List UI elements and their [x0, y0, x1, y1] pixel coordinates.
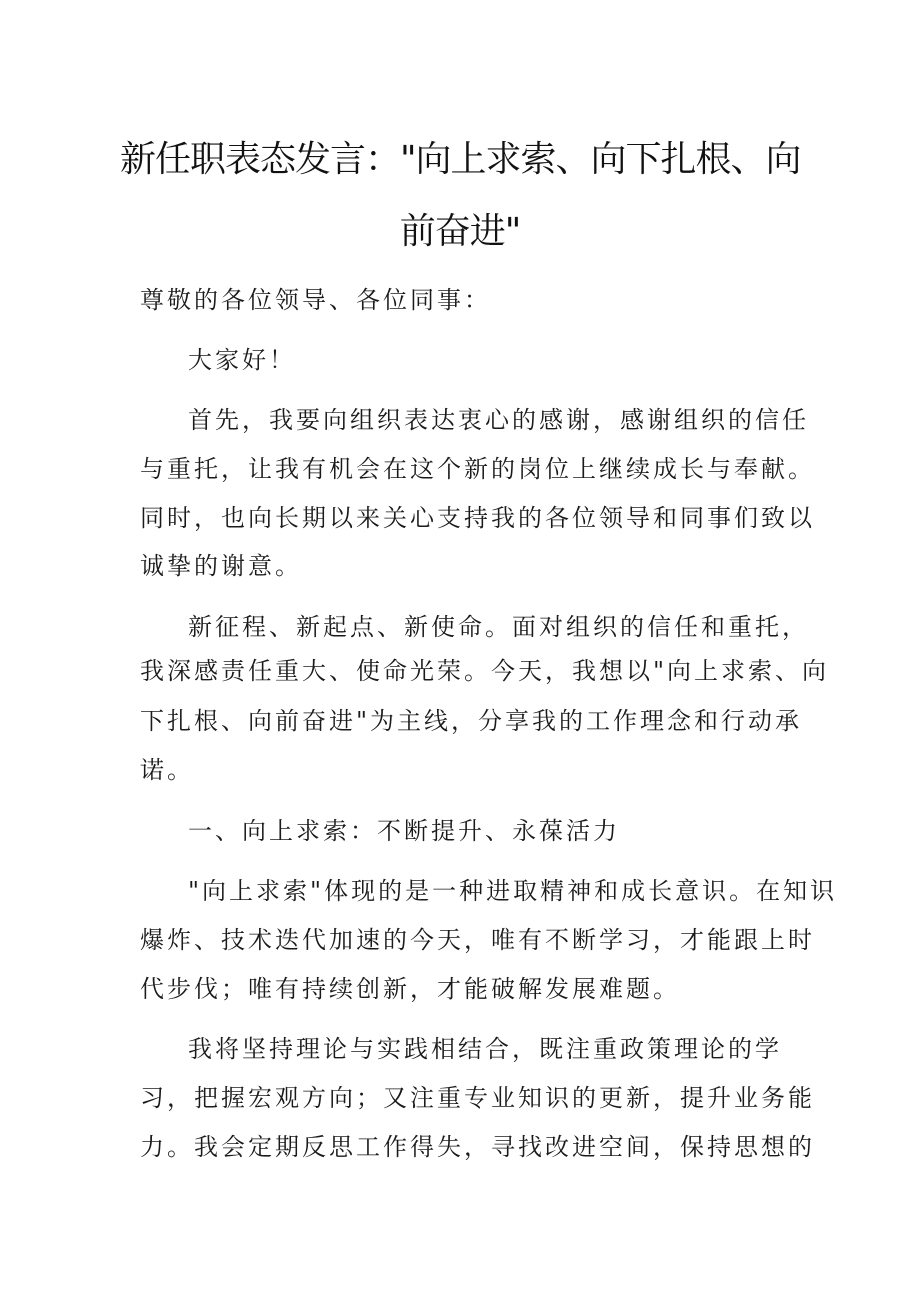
- text-line: 同时，也向长期以来关心支持我的各位领导和同事们致以: [140, 504, 815, 532]
- text-line: "向上求索"体现的是一种进取精神和成长意识。在知识: [188, 877, 838, 905]
- text-line: 诚挚的谢意。: [140, 552, 302, 580]
- text-line: 诺。: [140, 756, 194, 784]
- text-line: 首先，我要向组织表达衷心的感谢，感谢组织的信任: [188, 406, 809, 434]
- text-line: 习，把握宏观方向；又注重专业知识的更新，提升业务能: [140, 1084, 815, 1112]
- text-line: 爆炸、技术迭代加速的今天，唯有不断学习，才能跟上时: [140, 926, 815, 954]
- greeting: 大家好！: [188, 346, 296, 374]
- text-line: 我将坚持理论与实践相结合，既注重政策理论的学: [188, 1035, 782, 1063]
- text-line: 代步伐；唯有持续创新，才能破解发展难题。: [140, 975, 680, 1003]
- text-line: 下扎根、向前奋进"为主线，分享我的工作理念和行动承: [140, 707, 803, 735]
- section-heading: 一、向上求索：不断提升、永葆活力: [188, 817, 620, 845]
- salutation: 尊敬的各位领导、各位同事：: [140, 286, 491, 314]
- text-line: 我深感责任重大、使命光荣。今天，我想以"向上求索、向: [140, 657, 830, 685]
- document-title-line-1: 新任职表态发言："向上求索、向下扎根、向: [120, 139, 801, 180]
- document-title-line-2: 前奋进": [399, 211, 521, 252]
- text-line: 力。我会定期反思工作得失，寻找改进空间，保持思想的: [140, 1133, 815, 1161]
- text-line: 新征程、新起点、新使命。面对组织的信任和重托，: [188, 613, 809, 641]
- text-line: 与重托，让我有机会在这个新的岗位上继续成长与奉献。: [140, 455, 815, 483]
